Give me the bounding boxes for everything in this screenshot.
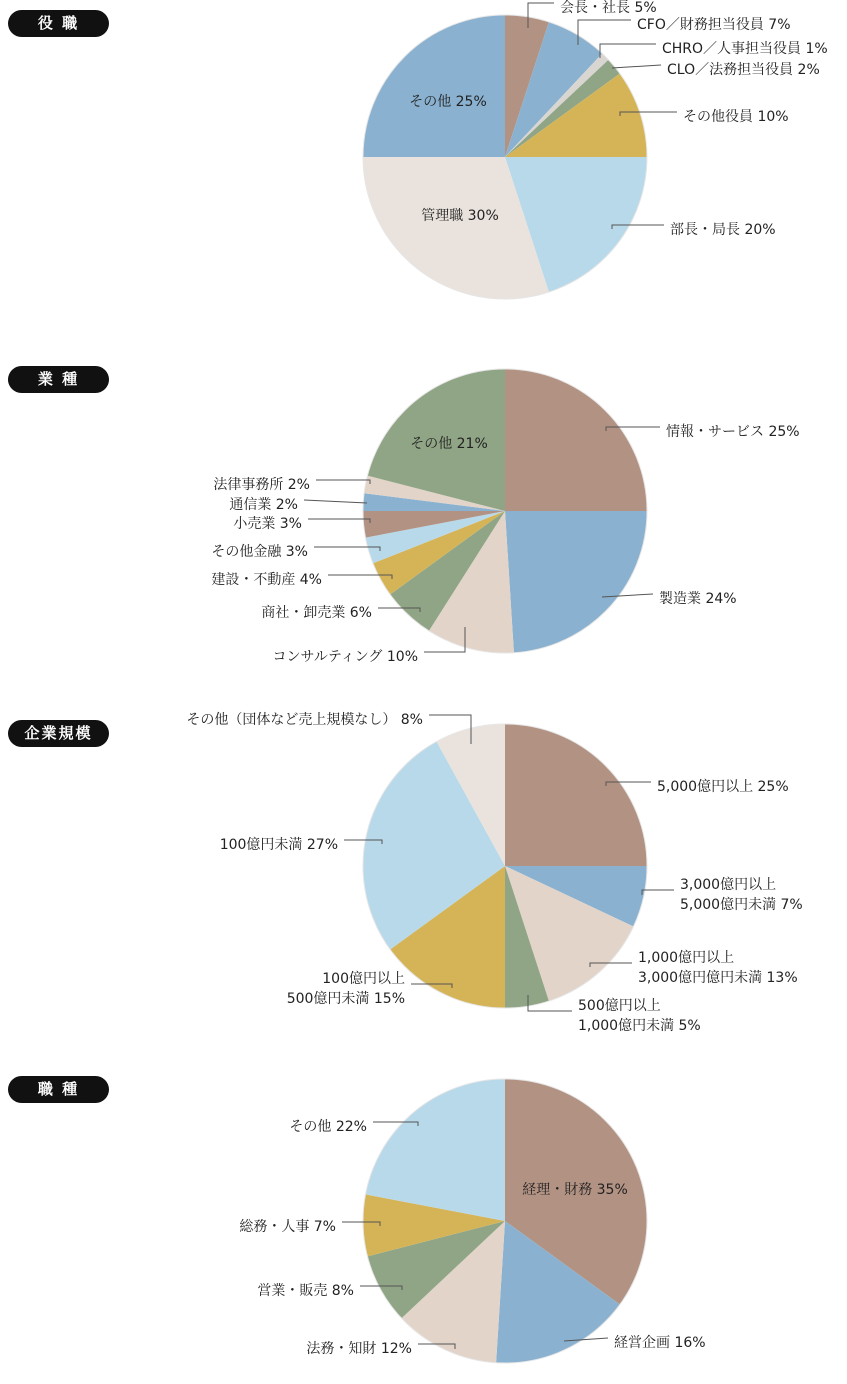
pie-slice <box>363 15 505 157</box>
leader-line <box>642 890 674 895</box>
leader-line <box>316 480 370 484</box>
slice-label: CFO／財務担当役員 7% <box>637 16 791 33</box>
slice-label: 500億円以上 1,000億円未満 5% <box>578 997 701 1035</box>
slice-label: 通信業 2% <box>229 496 298 513</box>
slice-label: 商社・卸売業 6% <box>261 604 372 621</box>
slice-label: 法務・知財 12% <box>306 1340 412 1357</box>
slice-label: 会長・社長 5% <box>560 0 657 16</box>
slice-label: 情報・サービス 25% <box>666 423 800 440</box>
pie-chart-position <box>0 0 847 340</box>
pie-slice <box>505 511 647 653</box>
pie-slices <box>363 724 647 1008</box>
slice-label: 製造業 24% <box>659 590 737 607</box>
slice-label: 100億円未満 27% <box>219 836 338 853</box>
pie-chart-company-size <box>0 700 847 1060</box>
slice-label: その他 22% <box>289 1118 367 1135</box>
slice-label: 法律事務所 2% <box>213 476 310 493</box>
section-badge-company-size: 企業規模 <box>8 720 109 747</box>
chart-section-position <box>0 0 847 340</box>
slice-label: 営業・販売 8% <box>257 1282 354 1299</box>
slice-label: CLO／法務担当役員 2% <box>667 61 820 78</box>
section-badge-industry: 業 種 <box>8 366 109 393</box>
slice-label: 経営企画 16% <box>614 1334 706 1351</box>
chart-section-industry <box>0 355 847 700</box>
pie-slice <box>505 369 647 511</box>
section-badge-job-type: 職 種 <box>8 1076 109 1103</box>
slice-label: その他役員 10% <box>683 108 789 125</box>
pie-chart-industry <box>0 355 847 700</box>
slice-label: CHRO／人事担当役員 1% <box>662 40 828 57</box>
slice-label: 建設・不動産 4% <box>211 571 322 588</box>
slice-label: その他金融 3% <box>211 543 308 560</box>
pie-chart-job-type <box>0 1060 847 1384</box>
leader-line <box>308 519 370 523</box>
chart-section-job-type <box>0 1060 847 1384</box>
chart-section-company-size <box>0 700 847 1060</box>
section-badge-position: 役 職 <box>8 10 109 37</box>
slice-label: 100億円以上 500億円未満 15% <box>286 970 405 1008</box>
slice-label: その他 21% <box>410 435 488 452</box>
leader-line <box>612 65 661 68</box>
slice-label: コンサルティング 10% <box>272 648 418 665</box>
pie-slices <box>363 15 647 299</box>
slice-label: 小売業 3% <box>233 515 302 532</box>
leader-line <box>304 500 367 503</box>
pie-slices <box>363 369 647 653</box>
slice-label: 管理職 30% <box>421 207 499 224</box>
slice-label: 1,000億円以上 3,000億円億円未満 13% <box>638 949 798 987</box>
leader-line <box>600 44 656 58</box>
slice-label: その他 25% <box>409 93 487 110</box>
slice-label: 経理・財務 35% <box>522 1181 628 1198</box>
slice-label: 3,000億円以上 5,000億円未満 7% <box>680 876 803 914</box>
slice-label: その他（団体など売上規模なし） 8% <box>186 711 423 728</box>
slice-label: 5,000億円以上 25% <box>657 778 789 795</box>
slice-label: 総務・人事 7% <box>239 1218 336 1235</box>
pie-slice <box>505 724 647 866</box>
slice-label: 部長・局長 20% <box>670 221 776 238</box>
